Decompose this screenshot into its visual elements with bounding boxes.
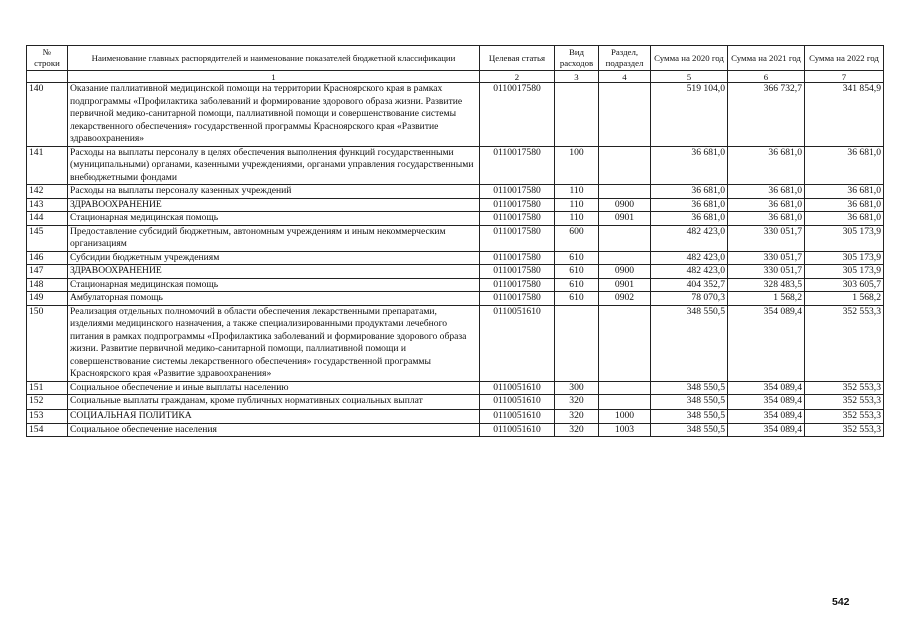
cell-section: 0902 bbox=[599, 292, 651, 306]
cell-row-number: 143 bbox=[27, 198, 68, 212]
cell-sum-2021: 354 089,4 bbox=[728, 381, 805, 395]
cell-expense-type: 300 bbox=[555, 381, 599, 395]
cell-row-number: 149 bbox=[27, 292, 68, 306]
cell-sum-2022: 1 568,2 bbox=[805, 292, 884, 306]
column-number: 6 bbox=[728, 71, 805, 83]
cell-expense-type: 320 bbox=[555, 410, 599, 424]
header-sum-2021: Сумма на 2021 год bbox=[728, 46, 805, 71]
cell-sum-2021: 354 089,4 bbox=[728, 423, 805, 437]
table-row bbox=[27, 251, 884, 265]
table-row bbox=[27, 198, 884, 212]
cell-row-number: 151 bbox=[27, 381, 68, 395]
table-row bbox=[27, 381, 884, 395]
cell-expense-type: 610 bbox=[555, 292, 599, 306]
cell-sum-2020: 348 550,5 bbox=[651, 410, 728, 424]
cell-target-article: 0110017580 bbox=[480, 185, 555, 199]
table-row bbox=[27, 212, 884, 226]
cell-sum-2022: 36 681,0 bbox=[805, 185, 884, 199]
cell-target-article: 0110017580 bbox=[480, 225, 555, 251]
cell-sum-2021: 36 681,0 bbox=[728, 198, 805, 212]
cell-expense-type: 600 bbox=[555, 225, 599, 251]
cell-section bbox=[599, 83, 651, 147]
cell-name: Предоставление субсидий бюджетным, автономным учреждениям и иным некоммерческим организациям bbox=[68, 225, 480, 251]
cell-target-article: 0110017580 bbox=[480, 212, 555, 226]
cell-row-number: 145 bbox=[27, 225, 68, 251]
budget-table bbox=[26, 45, 884, 437]
table-row bbox=[27, 278, 884, 292]
cell-expense-type: 100 bbox=[555, 146, 599, 185]
cell-name: Социальное обеспечение и иные выплаты населению bbox=[68, 381, 480, 395]
cell-sum-2022: 352 553,3 bbox=[805, 305, 884, 381]
cell-row-number: 150 bbox=[27, 305, 68, 381]
cell-expense-type: 320 bbox=[555, 395, 599, 410]
header-sum-2022: Сумма на 2022 год bbox=[805, 46, 884, 71]
cell-sum-2021: 330 051,7 bbox=[728, 251, 805, 265]
cell-sum-2022: 36 681,0 bbox=[805, 146, 884, 185]
cell-sum-2021: 36 681,0 bbox=[728, 146, 805, 185]
cell-expense-type: 110 bbox=[555, 212, 599, 226]
cell-sum-2021: 366 732,7 bbox=[728, 83, 805, 147]
cell-sum-2020: 348 550,5 bbox=[651, 381, 728, 395]
header-name: Наименование главных распорядителей и наименование показателей бюджетной классификации bbox=[68, 46, 480, 71]
cell-section: 0901 bbox=[599, 278, 651, 292]
cell-row-number: 153 bbox=[27, 410, 68, 424]
table-row bbox=[27, 410, 884, 424]
cell-target-article: 0110017580 bbox=[480, 198, 555, 212]
cell-sum-2021: 36 681,0 bbox=[728, 212, 805, 226]
cell-section: 1000 bbox=[599, 410, 651, 424]
cell-sum-2022: 305 173,9 bbox=[805, 251, 884, 265]
cell-sum-2021: 354 089,4 bbox=[728, 395, 805, 410]
cell-sum-2022: 341 854,9 bbox=[805, 83, 884, 147]
cell-sum-2022: 36 681,0 bbox=[805, 212, 884, 226]
cell-name: ЗДРАВООХРАНЕНИЕ bbox=[68, 198, 480, 212]
column-number: 4 bbox=[599, 71, 651, 83]
cell-sum-2022: 305 173,9 bbox=[805, 225, 884, 251]
cell-sum-2021: 328 483,5 bbox=[728, 278, 805, 292]
cell-expense-type: 320 bbox=[555, 423, 599, 437]
cell-sum-2022: 352 553,3 bbox=[805, 410, 884, 424]
cell-name: Стационарная медицинская помощь bbox=[68, 278, 480, 292]
cell-sum-2022: 352 553,3 bbox=[805, 423, 884, 437]
table-header-row bbox=[27, 46, 884, 71]
cell-expense-type: 610 bbox=[555, 251, 599, 265]
cell-expense-type: 110 bbox=[555, 185, 599, 199]
column-number bbox=[27, 71, 68, 83]
cell-name: Оказание паллиативной медицинской помощи на территории Красноярского края в рамках подпрограммы «Профилактика заболеваний и формирование здорового образа жизни. Развитие первичной медико-санитарной помощи, паллиативной помощи и совершенствование системы лекарственного обеспечения» государственной программы Красноярского края «Развитие здравоохранения» bbox=[68, 83, 480, 147]
cell-target-article: 0110017580 bbox=[480, 278, 555, 292]
cell-target-article: 0110051610 bbox=[480, 395, 555, 410]
table-row bbox=[27, 423, 884, 437]
cell-name: Расходы на выплаты персоналу казенных учреждений bbox=[68, 185, 480, 199]
cell-target-article: 0110017580 bbox=[480, 146, 555, 185]
cell-name: Реализация отдельных полномочий в области обеспечения лекарственными препаратами, изделиями медицинского назначения, а также специализированными продуктами лечебного питания в рамках подпрограммы «Профилактика заболеваний и формирование здорового образа жизни. Развитие первичной медико-санитарной помощи, паллиативной помощи и совершенствование системы лекарственного обеспечения» государственной программы Красноярского края «Развитие здравоохранения» bbox=[68, 305, 480, 381]
cell-section bbox=[599, 305, 651, 381]
table-body bbox=[27, 83, 884, 437]
cell-section bbox=[599, 251, 651, 265]
table-row bbox=[27, 146, 884, 185]
cell-row-number: 146 bbox=[27, 251, 68, 265]
cell-name: Субсидии бюджетным учреждениям bbox=[68, 251, 480, 265]
cell-target-article: 0110051610 bbox=[480, 305, 555, 381]
cell-sum-2020: 36 681,0 bbox=[651, 212, 728, 226]
cell-sum-2020: 404 352,7 bbox=[651, 278, 728, 292]
table-row bbox=[27, 83, 884, 147]
column-number: 5 bbox=[651, 71, 728, 83]
cell-sum-2022: 303 605,7 bbox=[805, 278, 884, 292]
column-number: 1 bbox=[68, 71, 480, 83]
cell-section: 0901 bbox=[599, 212, 651, 226]
cell-section bbox=[599, 146, 651, 185]
cell-sum-2021: 354 089,4 bbox=[728, 305, 805, 381]
cell-sum-2020: 519 104,0 bbox=[651, 83, 728, 147]
cell-name: Социальные выплаты гражданам, кроме публичных нормативных социальных выплат bbox=[68, 395, 480, 410]
cell-target-article: 0110017580 bbox=[480, 83, 555, 147]
cell-row-number: 152 bbox=[27, 395, 68, 410]
page-number: 542 bbox=[832, 596, 850, 608]
cell-sum-2020: 36 681,0 bbox=[651, 146, 728, 185]
cell-section: 0900 bbox=[599, 198, 651, 212]
cell-sum-2022: 352 553,3 bbox=[805, 395, 884, 410]
cell-row-number: 148 bbox=[27, 278, 68, 292]
cell-row-number: 144 bbox=[27, 212, 68, 226]
cell-sum-2020: 36 681,0 bbox=[651, 185, 728, 199]
cell-target-article: 0110017580 bbox=[480, 292, 555, 306]
column-number: 3 bbox=[555, 71, 599, 83]
cell-section bbox=[599, 381, 651, 395]
cell-target-article: 0110051610 bbox=[480, 410, 555, 424]
cell-section bbox=[599, 395, 651, 410]
table-row bbox=[27, 265, 884, 279]
cell-sum-2020: 482 423,0 bbox=[651, 225, 728, 251]
cell-section: 1003 bbox=[599, 423, 651, 437]
header-target-article: Целевая статья bbox=[480, 46, 555, 71]
cell-row-number: 141 bbox=[27, 146, 68, 185]
cell-target-article: 0110017580 bbox=[480, 251, 555, 265]
cell-sum-2020: 482 423,0 bbox=[651, 265, 728, 279]
cell-name: Амбулаторная помощь bbox=[68, 292, 480, 306]
table-row bbox=[27, 292, 884, 306]
cell-name: Расходы на выплаты персоналу в целях обеспечения выполнения функций государственными (муниципальными) органами, казенными учреждениями, органами управления государственными внебюджетными фондами bbox=[68, 146, 480, 185]
cell-sum-2020: 36 681,0 bbox=[651, 198, 728, 212]
cell-sum-2021: 36 681,0 bbox=[728, 185, 805, 199]
table-row bbox=[27, 225, 884, 251]
cell-expense-type bbox=[555, 305, 599, 381]
cell-row-number: 154 bbox=[27, 423, 68, 437]
cell-sum-2021: 330 051,7 bbox=[728, 265, 805, 279]
table-row bbox=[27, 305, 884, 381]
cell-row-number: 140 bbox=[27, 83, 68, 147]
header-row-number: № строки bbox=[27, 46, 68, 71]
cell-expense-type: 610 bbox=[555, 278, 599, 292]
cell-sum-2020: 348 550,5 bbox=[651, 305, 728, 381]
cell-sum-2022: 36 681,0 bbox=[805, 198, 884, 212]
cell-expense-type: 610 bbox=[555, 265, 599, 279]
cell-sum-2021: 330 051,7 bbox=[728, 225, 805, 251]
cell-sum-2022: 305 173,9 bbox=[805, 265, 884, 279]
cell-name: ЗДРАВООХРАНЕНИЕ bbox=[68, 265, 480, 279]
header-sum-2020: Сумма на 2020 год bbox=[651, 46, 728, 71]
cell-target-article: 0110017580 bbox=[480, 265, 555, 279]
cell-name: Стационарная медицинская помощь bbox=[68, 212, 480, 226]
table-row bbox=[27, 185, 884, 199]
column-number: 2 bbox=[480, 71, 555, 83]
header-section: Раздел, подраздел bbox=[599, 46, 651, 71]
cell-expense-type: 110 bbox=[555, 198, 599, 212]
cell-sum-2022: 352 553,3 bbox=[805, 381, 884, 395]
cell-name: СОЦИАЛЬНАЯ ПОЛИТИКА bbox=[68, 410, 480, 424]
table-row bbox=[27, 395, 884, 410]
cell-sum-2020: 348 550,5 bbox=[651, 395, 728, 410]
cell-target-article: 0110051610 bbox=[480, 423, 555, 437]
cell-target-article: 0110051610 bbox=[480, 381, 555, 395]
cell-section bbox=[599, 225, 651, 251]
cell-sum-2021: 354 089,4 bbox=[728, 410, 805, 424]
cell-section bbox=[599, 185, 651, 199]
cell-row-number: 142 bbox=[27, 185, 68, 199]
cell-sum-2020: 78 070,3 bbox=[651, 292, 728, 306]
cell-sum-2020: 348 550,5 bbox=[651, 423, 728, 437]
column-number-row bbox=[27, 71, 884, 83]
cell-sum-2020: 482 423,0 bbox=[651, 251, 728, 265]
cell-name: Социальное обеспечение населения bbox=[68, 423, 480, 437]
cell-expense-type bbox=[555, 83, 599, 147]
column-number: 7 bbox=[805, 71, 884, 83]
cell-sum-2021: 1 568,2 bbox=[728, 292, 805, 306]
cell-row-number: 147 bbox=[27, 265, 68, 279]
cell-section: 0900 bbox=[599, 265, 651, 279]
header-expense-type: Вид расходов bbox=[555, 46, 599, 71]
